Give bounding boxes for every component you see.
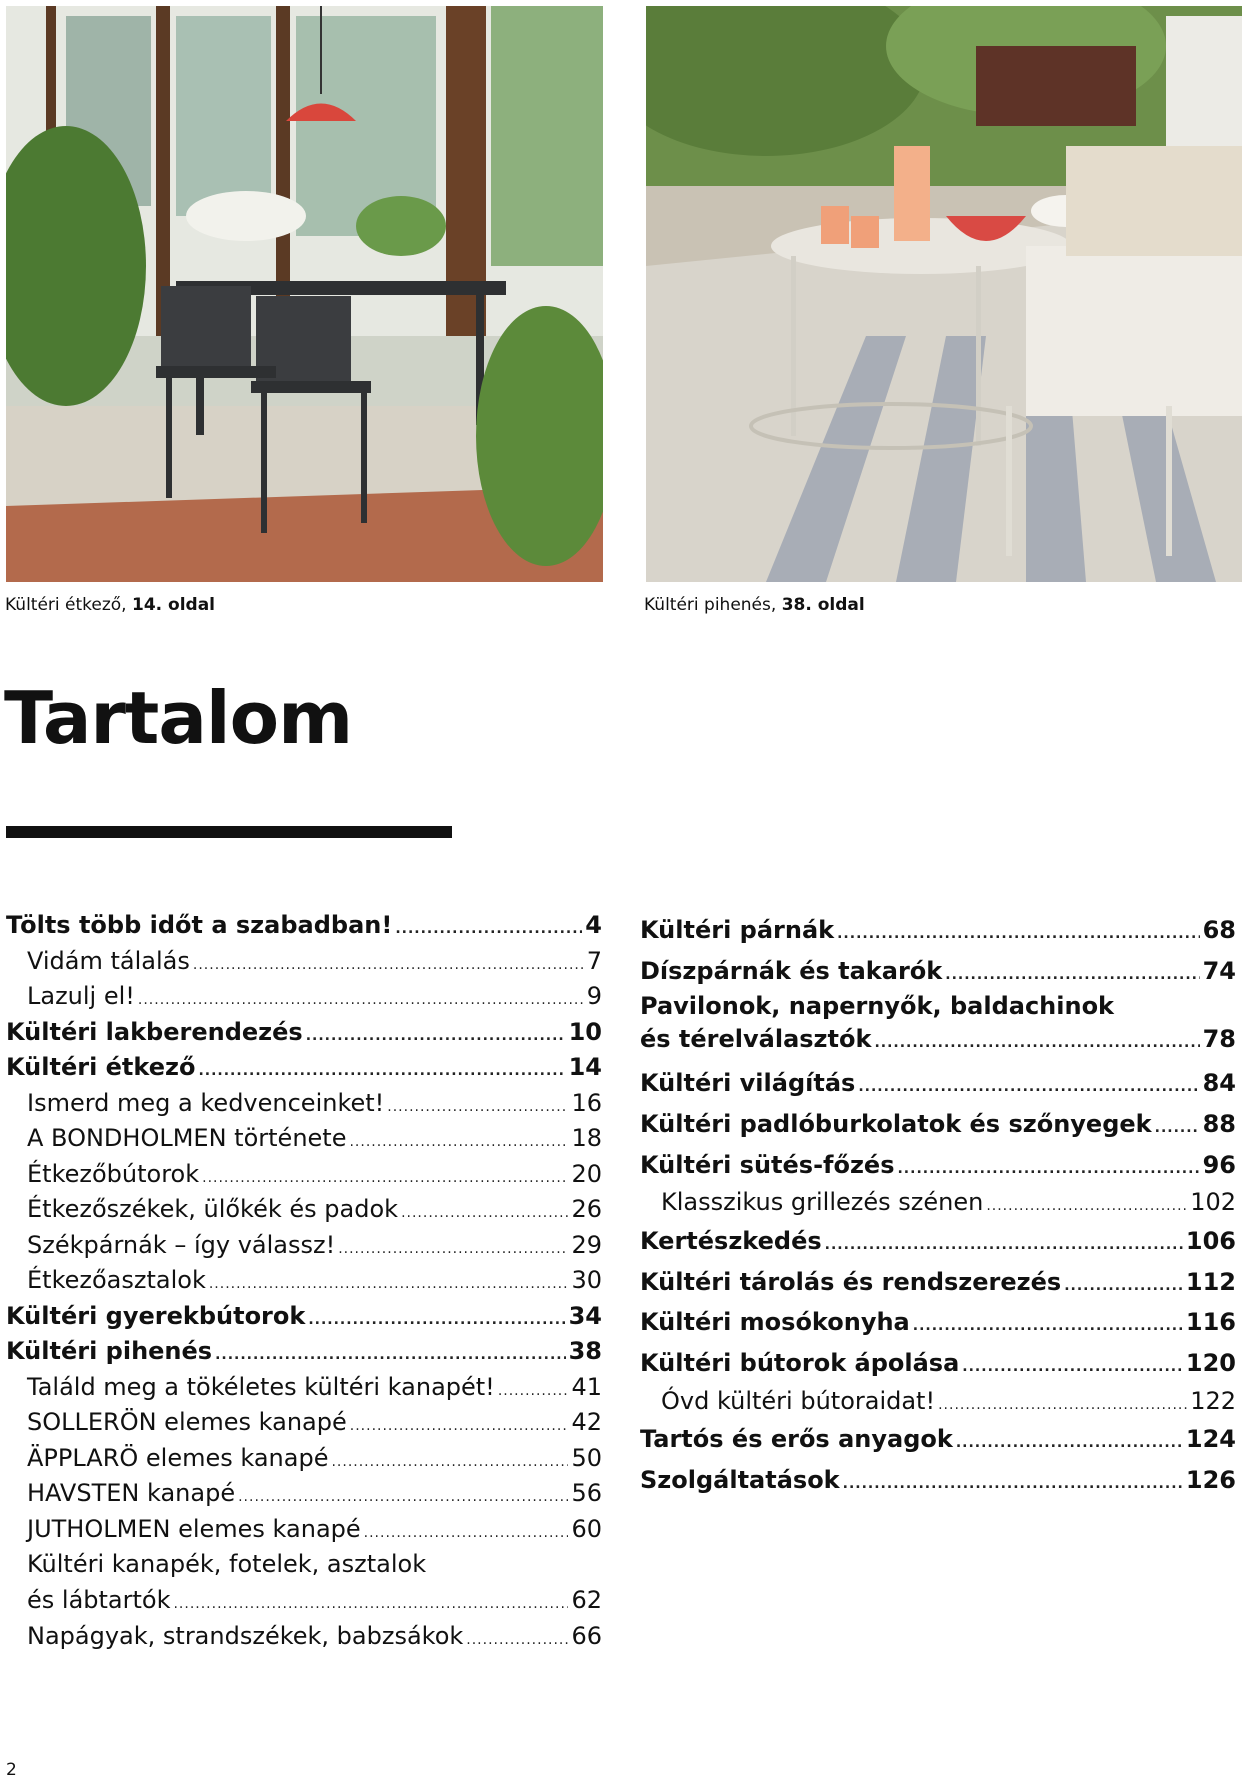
- toc-leader-dots: [306, 1019, 566, 1055]
- toc-entry-page: 7: [586, 946, 602, 975]
- toc-entry[interactable]: [640, 1063, 1236, 1104]
- toc-entry-label: Ismerd meg a kedvenceinket!: [27, 1088, 385, 1117]
- toc-entry[interactable]: [6, 1619, 602, 1655]
- toc-entry[interactable]: [640, 991, 1236, 1022]
- toc-entry-label: Tölts több időt a szabadban!: [6, 911, 393, 939]
- toc-entry-label: A BONDHOLMEN története: [27, 1124, 347, 1152]
- toc-leader-dots: [338, 1232, 568, 1268]
- toc-entry[interactable]: [640, 1221, 1236, 1262]
- toc-leader-dots: [401, 1196, 568, 1232]
- toc-entry-label: Napágyak, strandszékek, babzsákok: [27, 1621, 464, 1650]
- toc-leader-dots: [173, 1587, 568, 1623]
- toc-entry-label: Kültéri padlóburkolatok és szőnyegek: [640, 1110, 1152, 1139]
- toc-entry[interactable]: [6, 1263, 602, 1299]
- toc-entry[interactable]: [6, 1121, 602, 1157]
- caption-text: Kültéri étkező,: [5, 595, 132, 615]
- toc-leader-dots: [466, 1623, 568, 1659]
- toc-leader-dots: [350, 1409, 569, 1445]
- caption-page: 38. oldal: [781, 595, 865, 615]
- toc-entry-page: 66: [571, 1621, 602, 1650]
- toc-leader-dots: [956, 1423, 1183, 1464]
- toc-leader-dots: [913, 1306, 1183, 1347]
- toc-entry[interactable]: [6, 1192, 602, 1228]
- toc-leader-dots: [215, 1338, 566, 1374]
- photo-caption-left: [5, 595, 215, 615]
- toc-entry-label: Kültéri bútorok ápolása: [640, 1349, 960, 1377]
- toc-right-column: [640, 910, 1236, 1501]
- toc-entry-label: SOLLERÖN elemes kanapé: [27, 1408, 347, 1436]
- toc-entry-page: 74: [1202, 956, 1236, 985]
- toc-entry[interactable]: [6, 1334, 602, 1370]
- toc-entry[interactable]: [6, 1228, 602, 1264]
- toc-entry-label: Kültéri étkező: [6, 1053, 196, 1081]
- toc-entry[interactable]: [640, 1145, 1236, 1186]
- caption-text: Kültéri pihenés,: [644, 595, 782, 615]
- toc-entry-label-cont: és lábtartók: [27, 1586, 171, 1614]
- toc-entry-label: Kültéri világítás: [640, 1069, 856, 1098]
- toc-entry[interactable]: [640, 1185, 1236, 1221]
- toc-entry-label: Tartós és erős anyagok: [640, 1425, 953, 1454]
- toc-leader-dots: [387, 1090, 568, 1126]
- toc-entry-page: 56: [571, 1479, 602, 1507]
- toc-entry-label: Kültéri gyerekbútorok: [6, 1301, 306, 1330]
- toc-entry[interactable]: [6, 944, 602, 980]
- toc-entry-page: 62: [571, 1586, 602, 1614]
- toc-entry-page: 41: [571, 1372, 602, 1401]
- toc-entry-label: Találd meg a tökéletes kültéri kanapét!: [27, 1372, 495, 1401]
- toc-leader-dots: [209, 1267, 569, 1303]
- toc-entry-label: Kertészkedés: [640, 1226, 822, 1255]
- toc-leader-dots: [986, 1189, 1187, 1225]
- page-title: Tartalom: [4, 676, 353, 760]
- toc-entry-page: 4: [585, 911, 602, 939]
- toc-entry[interactable]: [640, 1302, 1236, 1343]
- toc-entry-page: 96: [1202, 1150, 1236, 1179]
- toc-entry[interactable]: [640, 1460, 1236, 1501]
- toc-entry-label: Óvd kültéri bútoraidat!: [661, 1386, 936, 1415]
- toc-entry-label-cont: és térelválasztók: [640, 1025, 872, 1054]
- outdoor-lounge-photo: [646, 6, 1242, 582]
- toc-entry-page: 60: [571, 1514, 602, 1543]
- toc-leader-dots: [945, 955, 1199, 996]
- toc-entry-label: Pavilonok, napernyők, baldachinok: [640, 992, 1115, 1021]
- toc-entry-page: 78: [1202, 1025, 1236, 1054]
- toc-leader-dots: [198, 1054, 565, 1090]
- toc-leader-dots: [897, 1149, 1199, 1190]
- toc-entry[interactable]: [640, 951, 1236, 992]
- toc-leader-dots: [938, 1388, 1187, 1424]
- toc-entry-label: Székpárnák – így válassz!: [27, 1230, 336, 1259]
- toc-entry-page: 14: [568, 1053, 602, 1081]
- title-underline-bar: [6, 826, 452, 838]
- toc-entry[interactable]: [6, 1512, 602, 1548]
- toc-entry[interactable]: [640, 1419, 1236, 1460]
- toc-leader-dots: [395, 912, 582, 948]
- toc-entry-label: Étkezőbútorok: [27, 1159, 200, 1188]
- toc-entry-label: Kültéri lakberendezés: [6, 1017, 303, 1046]
- toc-entry[interactable]: [640, 1384, 1236, 1420]
- toc-leader-dots: [825, 1225, 1183, 1266]
- toc-entry[interactable]: [6, 979, 602, 1015]
- toc-leader-dots: [193, 948, 584, 984]
- toc-entry-page: 116: [1185, 1308, 1236, 1337]
- toc-entry-page: 68: [1202, 916, 1236, 944]
- toc-entry-label: Szolgáltatások: [640, 1465, 840, 1494]
- toc-entry-page: 38: [568, 1337, 602, 1365]
- toc-entry-page: 42: [571, 1408, 602, 1436]
- toc-entry[interactable]: [640, 1343, 1236, 1384]
- toc-entry-page: 122: [1190, 1386, 1236, 1415]
- toc-leader-dots: [1155, 1108, 1200, 1149]
- toc-leader-dots: [858, 1067, 1199, 1108]
- toc-entry-page: 50: [571, 1443, 602, 1472]
- toc-entry-page: 124: [1185, 1425, 1236, 1454]
- toc-left-column: [6, 908, 602, 1654]
- toc-entry-page: 126: [1185, 1465, 1236, 1494]
- toc-entry-label: Kültéri párnák: [640, 916, 835, 944]
- toc-entry-label: ÄPPLARÖ elemes kanapé: [27, 1443, 329, 1472]
- toc-entry[interactable]: [6, 1441, 602, 1477]
- toc-entry-label: Étkezőszékek, ülőkék és padok: [27, 1195, 399, 1223]
- toc-entry[interactable]: [6, 1370, 602, 1406]
- toc-entry[interactable]: [6, 908, 602, 944]
- toc-entry-label: Lazulj el!: [27, 982, 135, 1010]
- toc-entry-continuation[interactable]: [6, 1583, 602, 1619]
- toc-entry-label: Étkezőasztalok: [27, 1266, 206, 1294]
- page-number: 2: [6, 1760, 17, 1780]
- toc-entry-page: 30: [571, 1266, 602, 1294]
- toc-entry-label: Vidám tálalás: [27, 946, 190, 975]
- toc-leader-dots: [238, 1480, 568, 1516]
- outdoor-dining-photo: [6, 6, 603, 582]
- toc-entry[interactable]: [6, 1015, 602, 1051]
- toc-entry-label: JUTHOLMEN elemes kanapé: [27, 1514, 361, 1543]
- toc-entry[interactable]: [6, 1476, 602, 1512]
- toc-leader-dots: [843, 1464, 1183, 1505]
- toc-entry[interactable]: [6, 1547, 602, 1583]
- toc-entry-label: Kültéri tárolás és rendszerezés: [640, 1267, 1062, 1296]
- toc-entry-page: 84: [1202, 1069, 1236, 1098]
- toc-entry[interactable]: [6, 1086, 602, 1122]
- toc-leader-dots: [138, 983, 584, 1019]
- toc-entry-page: 34: [568, 1301, 602, 1330]
- toc-leader-dots: [349, 1125, 568, 1161]
- toc-entry-label: HAVSTEN kanapé: [27, 1479, 236, 1507]
- toc-entry-page: 88: [1202, 1110, 1236, 1139]
- toc-entry-page: 16: [571, 1088, 602, 1117]
- toc-entry-label: Kültéri mosókonyha: [640, 1308, 910, 1337]
- toc-leader-dots: [498, 1374, 569, 1410]
- toc-entry[interactable]: [6, 1405, 602, 1441]
- toc-entry-page: 10: [568, 1017, 602, 1046]
- toc-entry-page: 29: [571, 1230, 602, 1259]
- toc-entry-page: 112: [1185, 1267, 1236, 1296]
- toc-leader-dots: [202, 1161, 568, 1197]
- toc-leader-dots: [1064, 1266, 1183, 1307]
- toc-entry-page: 26: [571, 1195, 602, 1223]
- toc-entry-continuation[interactable]: [640, 1022, 1236, 1063]
- toc-leader-dots: [331, 1445, 568, 1481]
- toc-entry-page: 120: [1185, 1349, 1236, 1377]
- toc-entry[interactable]: [6, 1157, 602, 1193]
- toc-entry[interactable]: [6, 1050, 602, 1086]
- toc-entry[interactable]: [6, 1299, 602, 1335]
- toc-entry[interactable]: [640, 1104, 1236, 1145]
- caption-page: 14. oldal: [132, 595, 216, 615]
- toc-leader-dots: [837, 914, 1199, 955]
- toc-entry-page: 20: [571, 1159, 602, 1188]
- toc-entry[interactable]: [640, 1262, 1236, 1303]
- toc-leader-dots: [364, 1516, 569, 1552]
- toc-entry-label: Kültéri pihenés: [6, 1337, 213, 1365]
- photo-caption-right: [644, 595, 865, 615]
- toc-entry[interactable]: [640, 910, 1236, 951]
- toc-leader-dots: [962, 1347, 1183, 1388]
- toc-entry-label: Klasszikus grillezés szénen: [661, 1188, 984, 1217]
- toc-entry-page: 9: [586, 982, 602, 1010]
- toc-entry-page: 102: [1190, 1188, 1236, 1217]
- toc-entry-label: Díszpárnák és takarók: [640, 956, 943, 985]
- toc-entry-page: 18: [571, 1124, 602, 1152]
- toc-leader-dots: [874, 1026, 1199, 1060]
- toc-leader-dots: [308, 1303, 565, 1339]
- toc-entry-label: Kültéri sütés-főzés: [640, 1150, 895, 1179]
- toc-entry-page: 106: [1185, 1226, 1236, 1255]
- toc-entry-label: Kültéri kanapék, fotelek, asztalok: [27, 1550, 427, 1578]
